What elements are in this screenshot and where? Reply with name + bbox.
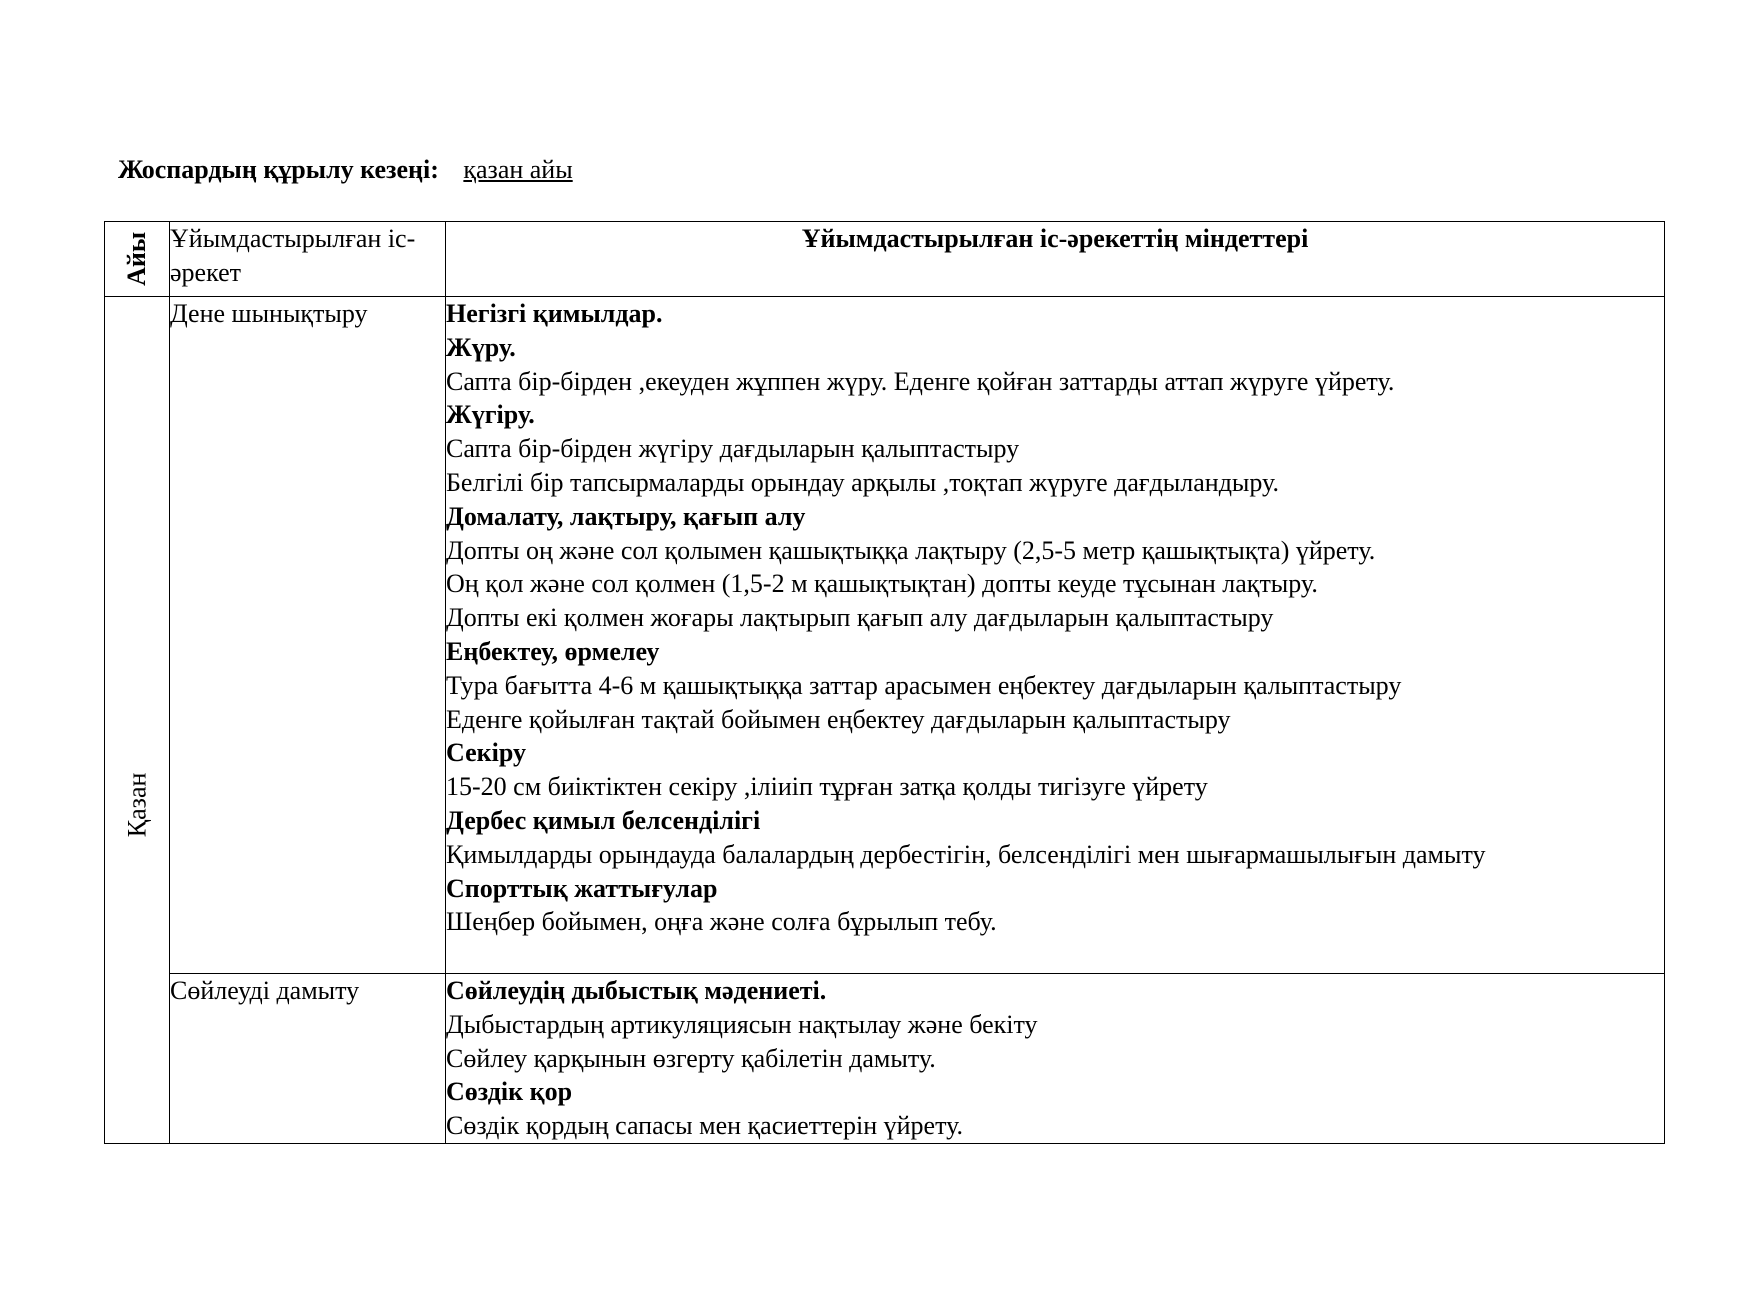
plan-table <box>104 221 1665 1144</box>
task-section-heading: Жүру. <box>446 332 516 362</box>
task-line: Оң қол және сол қолмен (1,5-2 м қашықтықтан) допты кеуде тұсынан лақтыру. <box>446 569 1318 599</box>
task-line: Сапта бір-бірден жүгіру дағдыларын қалыптастыру <box>446 434 1020 464</box>
month-cell <box>105 297 170 1144</box>
task-line: Допты оң және сол қолымен қашықтыққа лақтыру (2,5-5 метр қашықтықта) үйрету. <box>446 535 1376 565</box>
plan-period-label: Жоспардың құрылу кезеңі: <box>118 155 439 184</box>
task-section-heading: Сөздік қор <box>446 1077 573 1107</box>
column-header-month-label: Айы <box>122 231 152 287</box>
tasks-cell <box>446 297 1665 974</box>
task-line: Белгілі бір тапсырмаларды орындау арқылы ,тоқтап жүруге дағдыландыру. <box>446 467 1279 497</box>
column-header-activity: Ұйымдастырылған іс-әрекет <box>170 222 446 297</box>
task-section-heading: Жүгіру. <box>446 400 535 430</box>
task-section-heading: Дербес қимыл белсенділігі <box>446 805 761 835</box>
plan-period <box>118 153 573 187</box>
task-line: Қимылдарды орындауда балалардың дербестігін, белсенділігі мен шығармашылығын дамыту <box>446 839 1486 869</box>
table-header-row <box>105 222 1665 297</box>
task-section-heading: Еңбектеу, өрмелеу <box>446 636 660 666</box>
task-line: 15-20 см биіктіктен секіру ,іліиіп тұрған затқа қолды тигізуге үйрету <box>446 772 1208 802</box>
task-line: Сөйлеу қарқынын өзгерту қабілетін дамыту. <box>446 1043 936 1073</box>
column-header-month <box>105 222 170 297</box>
column-header-tasks: Ұйымдастырылған іс-әрекеттің міндеттері <box>446 222 1665 297</box>
activity-cell: Сөйлеуді дамыту <box>170 974 446 1144</box>
task-line: Сөздік қордың сапасы мен қасиеттерін үйрету. <box>446 1111 963 1141</box>
activity-cell: Дене шынықтыру <box>170 297 446 974</box>
task-section-heading: Секіру <box>446 738 526 768</box>
plan-period-value: қазан айы <box>463 155 573 184</box>
task-line: Дыбыстардың артикуляциясын нақтылау және бекіту <box>446 1009 1038 1039</box>
task-section-heading: Спорттық жаттығулар <box>446 873 718 903</box>
task-section-heading: Домалату, лақтыру, қағып алу <box>446 501 806 531</box>
table-row <box>105 974 1665 1144</box>
task-line: Сапта бір-бірден ,екеуден жұппен жүру. Еденге қойған заттарды аттап жүруге үйрету. <box>446 366 1395 396</box>
task-line: Допты екі қолмен жоғары лақтырып қағып алу дағдыларын қалыптастыру <box>446 603 1274 633</box>
task-section-heading: Сөйлеудің дыбыстық мәдениеті. <box>446 976 827 1005</box>
task-line: Тура бағытта 4-6 м қашықтыққа заттар арасымен еңбектеу дағдыларын қалыптастыру <box>446 670 1402 700</box>
task-section-heading: Негізгі қимылдар. <box>446 299 663 328</box>
task-line: Еденге қойылған тақтай бойымен еңбектеу дағдыларын қалыптастыру <box>446 704 1231 734</box>
month-label: Қазан <box>122 772 152 838</box>
task-line: Шеңбер бойымен, оңға және солға бұрылып тебу. <box>446 907 997 937</box>
tasks-cell <box>446 974 1665 1144</box>
table-row <box>105 297 1665 974</box>
